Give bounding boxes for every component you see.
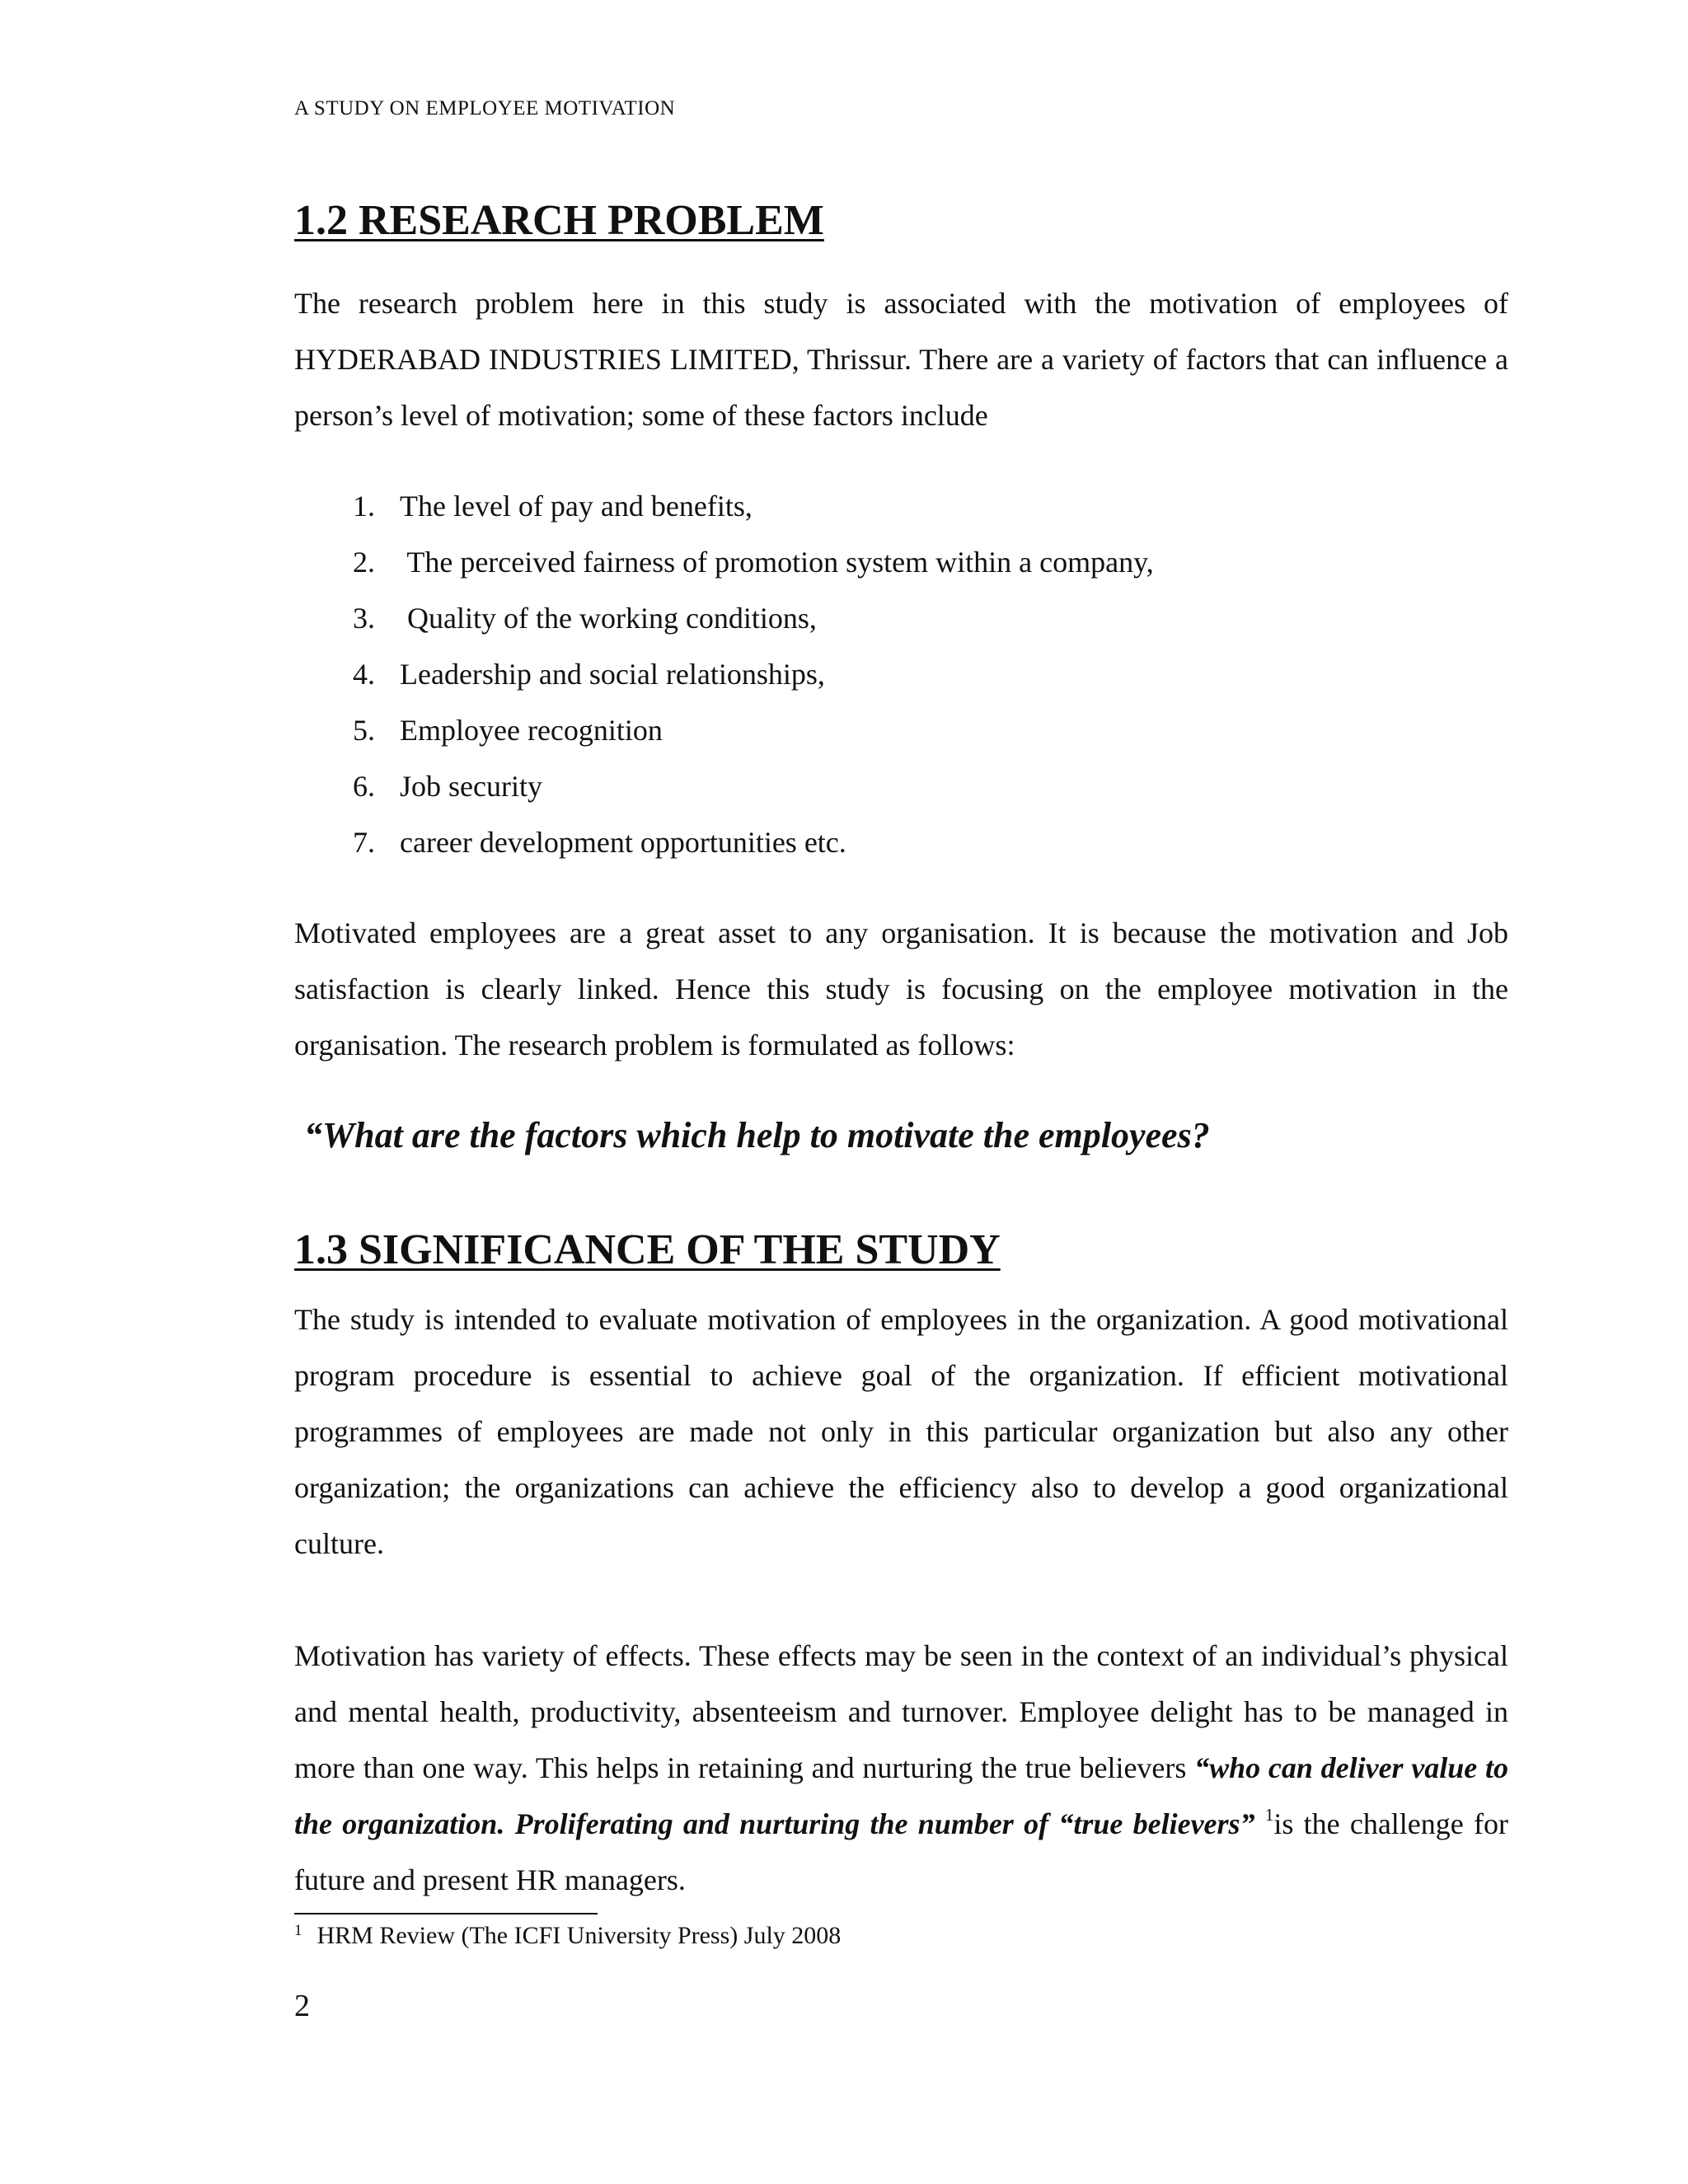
list-item-text: career development opportunities etc. bbox=[400, 826, 846, 859]
factors-list bbox=[294, 478, 1154, 870]
list-item-number: 1. bbox=[353, 490, 375, 523]
significance-heading: 1.3 SIGNIFICANCE OF THE STUDY bbox=[294, 1226, 1001, 1273]
running-header: A STUDY ON EMPLOYEE MOTIVATION bbox=[294, 97, 676, 120]
footnote bbox=[294, 1922, 841, 1950]
significance-paragraph-2 bbox=[294, 1628, 1508, 1908]
research-question: “What are the factors which help to motivate the employees? bbox=[304, 1115, 1210, 1155]
list-item-number: 2. bbox=[353, 546, 375, 579]
list-item bbox=[294, 590, 1154, 646]
footnote-reference[interactable]: 1 bbox=[1264, 1805, 1274, 1825]
list-item bbox=[294, 702, 1154, 758]
list-item-text: Job security bbox=[400, 770, 542, 803]
list-item-number: 7. bbox=[353, 826, 375, 859]
list-item bbox=[294, 758, 1154, 814]
list-item-text: Employee recognition bbox=[400, 714, 663, 747]
footnote-divider bbox=[294, 1913, 598, 1915]
footnote-text: HRM Review (The ICFI University Press) July 2008 bbox=[316, 1922, 842, 1949]
research-problem-heading: 1.2 RESEARCH PROBLEM bbox=[294, 197, 824, 244]
page-number: 2 bbox=[294, 1989, 310, 2023]
paragraph-text: Motivation has variety of effects. These effects may be seen in the context of an individual’s physical and mental health, productivity, absenteeism and turnover. Employee delight has to be managed in more than one way. This helps in retaining and nurturing the true believers bbox=[294, 1639, 1508, 1784]
paragraph-text-tail: is the challenge for future and present HR managers. bbox=[294, 1807, 1509, 1896]
significance-paragraph-1: The study is intended to evaluate motivation of employees in the organization. A good motivational program procedure is essential to achieve goal of the organization. If efficient motivational programmes of employees are made not only in this particular organization but also any other organization; the organizations can achieve the efficiency also to develop a good organizational culture. bbox=[294, 1303, 1508, 1560]
list-item-text: Leadership and social relationships, bbox=[400, 658, 825, 691]
list-item-number: 3. bbox=[353, 602, 375, 635]
footnote-marker: 1 bbox=[294, 1922, 302, 1939]
list-item bbox=[294, 814, 1154, 870]
list-item bbox=[294, 646, 1154, 702]
list-item-text: Quality of the working conditions, bbox=[400, 602, 817, 635]
list-item-number: 5. bbox=[353, 714, 375, 747]
emphasized-quote: “who can deliver value to the organization. Proliferating and nurturing the number of “true believers” bbox=[294, 1751, 1508, 1840]
research-problem-conclusion: Motivated employees are a great asset to any organisation. It is because the motivation and Job satisfaction is clearly linked. Hence this study is focusing on the employee motivation in the organisation. The research problem is formulated as follows: bbox=[294, 916, 1508, 1062]
research-problem-intro: The research problem here in this study is associated with the motivation of employees of HYDERABAD INDUSTRIES LIMITED, Thrissur. There are a variety of factors that can influence a person’s level of motivation; some of these factors include bbox=[294, 287, 1508, 432]
list-item-number: 6. bbox=[353, 770, 375, 803]
list-item-text: The perceived fairness of promotion system within a company, bbox=[400, 546, 1154, 579]
list-item-text: The level of pay and benefits, bbox=[400, 490, 753, 523]
list-item bbox=[294, 478, 1154, 534]
list-item-number: 4. bbox=[353, 658, 375, 691]
list-item bbox=[294, 534, 1154, 590]
